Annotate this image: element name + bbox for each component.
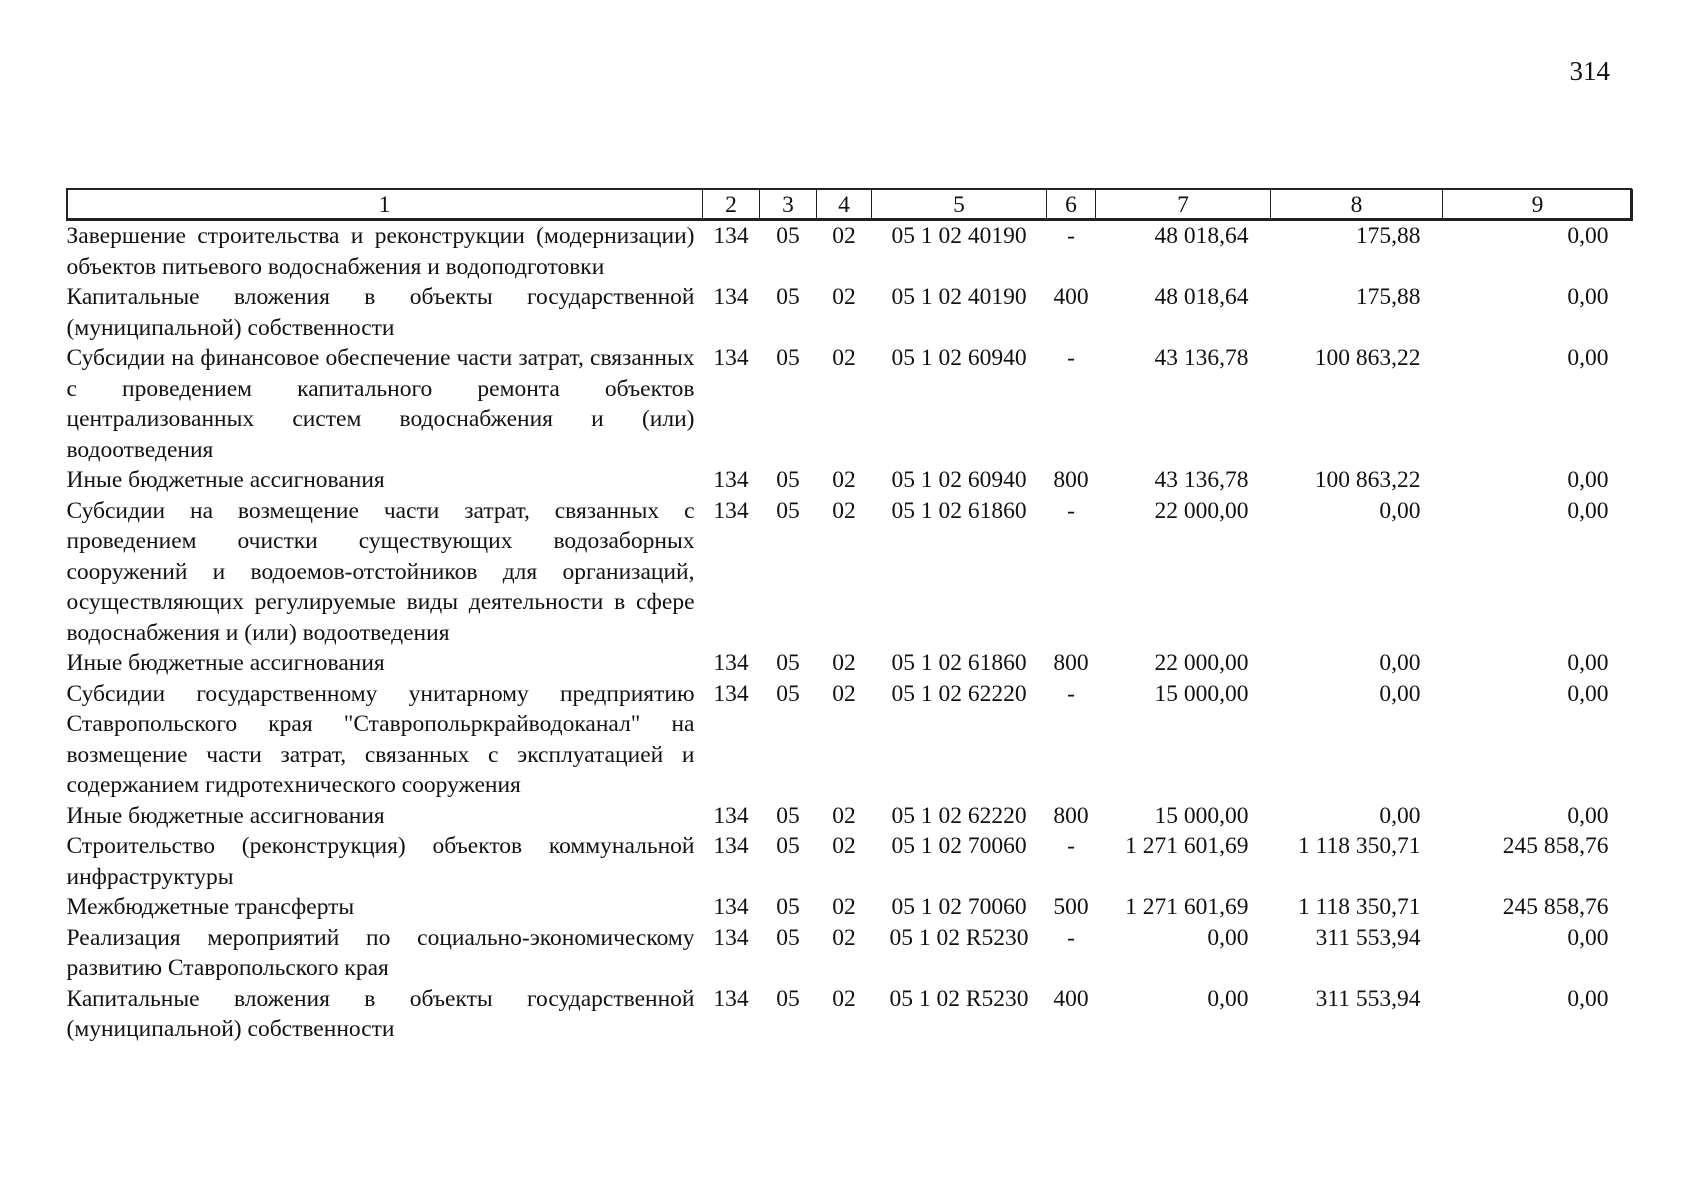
expense-type-cell: -: [1067, 833, 1075, 859]
header-cell-9: 9: [1443, 190, 1633, 221]
expense-type-cell: -: [1067, 497, 1075, 524]
amount-col8-cell: 1 118 350,71: [1297, 894, 1421, 920]
subsection-cell: 02: [832, 650, 856, 676]
code-cell: 134: [713, 467, 749, 493]
subsection-cell: 02: [832, 284, 856, 310]
amount-col7-cell: 1 271 601,69: [1125, 894, 1249, 920]
expense-type-cell: -: [1067, 924, 1075, 951]
expense-type-cell: 800: [1053, 802, 1089, 829]
code-cell: 134: [713, 345, 749, 371]
subsection-cell: 02: [832, 894, 856, 920]
row-name-cell: Субсидии на возмещение части затрат, связанных с проведением очистки существующих водозаборных сооружений и водоемов-отстойников для организаций, осуществляющих регулируемые виды деятельности в сфере водоснабжения и (или) водоотведения: [66, 497, 695, 646]
expense-type-cell: 400: [1053, 985, 1089, 1012]
amount-col7-cell: 0,00: [1207, 985, 1249, 1012]
subsection-cell: 02: [832, 924, 856, 951]
code-cell: 134: [713, 985, 749, 1012]
table-row: [67, 923, 1633, 984]
table-row: [67, 892, 1633, 923]
section-cell: 05: [776, 833, 800, 859]
header-cell-1: 1: [67, 190, 703, 221]
expense-type-cell: 400: [1053, 284, 1089, 310]
table-row: [67, 648, 1633, 679]
section-cell: 05: [776, 894, 800, 920]
amount-col7-cell: 43 136,78: [1154, 467, 1249, 493]
amount-col9-cell: 245 858,76: [1502, 894, 1609, 920]
amount-col9-cell: 0,00: [1567, 284, 1609, 310]
expense-type-cell: 800: [1053, 650, 1089, 676]
section-cell: 05: [776, 985, 800, 1012]
code-cell: 134: [713, 894, 749, 920]
amount-col9-cell: 0,00: [1567, 345, 1609, 371]
target-article-cell: 05 1 02 60940: [891, 345, 1027, 371]
section-cell: 05: [776, 680, 800, 707]
table-row: [67, 221, 1633, 283]
target-article-cell: 05 1 02 40190: [891, 223, 1027, 249]
row-name-cell: Иные бюджетные ассигнования: [66, 650, 385, 676]
amount-col7-cell: 43 136,78: [1154, 345, 1249, 371]
amount-col7-cell: 15 000,00: [1154, 680, 1249, 707]
header-cell-2: 2: [703, 190, 760, 221]
table-row: [67, 496, 1633, 649]
row-name-cell: Капитальные вложения в объекты государственной (муниципальной) собственности: [66, 284, 695, 341]
target-article-cell: 05 1 02 60940: [891, 467, 1027, 493]
code-cell: 134: [713, 833, 749, 859]
amount-col9-cell: 0,00: [1567, 650, 1609, 676]
expense-type-cell: 800: [1053, 467, 1089, 493]
target-article-cell: 05 1 02 62220: [891, 802, 1027, 829]
table-row: [67, 343, 1633, 465]
amount-col7-cell: 22 000,00: [1154, 497, 1249, 524]
amount-col8-cell: 175,88: [1355, 284, 1421, 310]
budget-table: [66, 189, 1633, 1045]
section-cell: 05: [776, 650, 800, 676]
amount-col9-cell: 0,00: [1567, 924, 1609, 951]
code-cell: 134: [713, 497, 749, 524]
header-cell-5: 5: [872, 190, 1047, 221]
header-cell-7: 7: [1096, 190, 1271, 221]
code-cell: 134: [713, 284, 749, 310]
amount-col8-cell: 0,00: [1379, 650, 1421, 676]
code-cell: 134: [713, 223, 749, 249]
amount-col9-cell: 0,00: [1567, 985, 1609, 1012]
target-article-cell: 05 1 02 70060: [891, 833, 1027, 859]
subsection-cell: 02: [832, 223, 856, 249]
target-article-cell: 05 1 02 70060: [891, 894, 1027, 920]
code-cell: 134: [713, 680, 749, 707]
subsection-cell: 02: [832, 345, 856, 371]
amount-col7-cell: 48 018,64: [1154, 284, 1249, 310]
target-article-cell: 05 1 02 R5230: [889, 985, 1029, 1012]
section-cell: 05: [776, 284, 800, 310]
table-row: [67, 801, 1633, 832]
expense-type-cell: -: [1067, 223, 1075, 249]
code-cell: 134: [713, 924, 749, 951]
table-body: [67, 221, 1633, 1045]
amount-col7-cell: 1 271 601,69: [1125, 833, 1249, 859]
section-cell: 05: [776, 924, 800, 951]
table-row: [67, 465, 1633, 496]
row-name-cell: Реализация мероприятий по социально-экономическому развитию Ставропольского края: [66, 924, 695, 981]
amount-col9-cell: 245 858,76: [1502, 833, 1609, 859]
amount-col8-cell: 1 118 350,71: [1297, 833, 1421, 859]
header-cell-4: 4: [817, 190, 872, 221]
subsection-cell: 02: [832, 802, 856, 829]
amount-col9-cell: 0,00: [1567, 680, 1609, 707]
amount-col7-cell: 15 000,00: [1154, 802, 1249, 829]
amount-col9-cell: 0,00: [1567, 223, 1609, 249]
amount-col9-cell: 0,00: [1567, 802, 1609, 829]
amount-col8-cell: 0,00: [1379, 680, 1421, 707]
amount-col8-cell: 100 863,22: [1314, 345, 1421, 371]
section-cell: 05: [776, 467, 800, 493]
target-article-cell: 05 1 02 61860: [891, 497, 1027, 524]
page-number: 314: [1569, 56, 1610, 86]
row-name-cell: Завершение строительства и реконструкции (модернизации) объектов питьевого водоснабжения и водоподготовки: [66, 223, 695, 280]
header-cell-3: 3: [760, 190, 817, 221]
subsection-cell: 02: [832, 680, 856, 707]
amount-col8-cell: 0,00: [1379, 497, 1421, 524]
target-article-cell: 05 1 02 62220: [891, 680, 1027, 707]
subsection-cell: 02: [832, 833, 856, 859]
header-cell-8: 8: [1271, 190, 1443, 221]
table-row: [67, 679, 1633, 801]
target-article-cell: 05 1 02 61860: [891, 650, 1027, 676]
amount-col8-cell: 311 553,94: [1315, 924, 1421, 951]
amount-col8-cell: 175,88: [1355, 223, 1421, 249]
subsection-cell: 02: [832, 985, 856, 1012]
amount-col8-cell: 311 553,94: [1315, 985, 1421, 1012]
expense-type-cell: -: [1067, 345, 1075, 371]
subsection-cell: 02: [832, 497, 856, 524]
row-name-cell: Строительство (реконструкция) объектов коммунальной инфраструктуры: [66, 833, 695, 890]
amount-col7-cell: 48 018,64: [1154, 223, 1249, 249]
header-row: [67, 190, 1633, 221]
row-name-cell: Иные бюджетные ассигнования: [66, 467, 385, 493]
expense-type-cell: 500: [1053, 894, 1089, 920]
amount-col9-cell: 0,00: [1567, 497, 1609, 524]
target-article-cell: 05 1 02 40190: [891, 284, 1027, 310]
code-cell: 134: [713, 650, 749, 676]
row-name-cell: Иные бюджетные ассигнования: [66, 802, 385, 829]
row-name-cell: Субсидии государственному унитарному предприятию Ставропольского края "Ставропольркрайводоканал" на возмещение части затрат, связанных с эксплуатацией и содержанием гидротехнического сооружения: [66, 680, 695, 798]
amount-col9-cell: 0,00: [1567, 467, 1609, 493]
section-cell: 05: [776, 802, 800, 829]
code-cell: 134: [713, 802, 749, 829]
row-name-cell: Капитальные вложения в объекты государственной (муниципальной) собственности: [66, 985, 695, 1042]
header-cell-6: 6: [1047, 190, 1096, 221]
table-row: [67, 831, 1633, 892]
target-article-cell: 05 1 02 R5230: [889, 924, 1029, 951]
table-row: [67, 984, 1633, 1045]
table-row: [67, 282, 1633, 343]
amount-col8-cell: 0,00: [1379, 802, 1421, 829]
amount-col7-cell: 22 000,00: [1154, 650, 1249, 676]
section-cell: 05: [776, 345, 800, 371]
row-name-cell: Субсидии на финансовое обеспечение части затрат, связанных с проведением капитального ремонта объектов централизованных систем водоснабжения и (или) водоотведения: [66, 345, 695, 463]
row-name-cell: Межбюджетные трансферты: [66, 894, 355, 920]
amount-col7-cell: 0,00: [1207, 924, 1249, 951]
section-cell: 05: [776, 223, 800, 249]
subsection-cell: 02: [832, 467, 856, 493]
section-cell: 05: [776, 497, 800, 524]
amount-col8-cell: 100 863,22: [1314, 467, 1421, 493]
expense-type-cell: -: [1067, 680, 1075, 707]
